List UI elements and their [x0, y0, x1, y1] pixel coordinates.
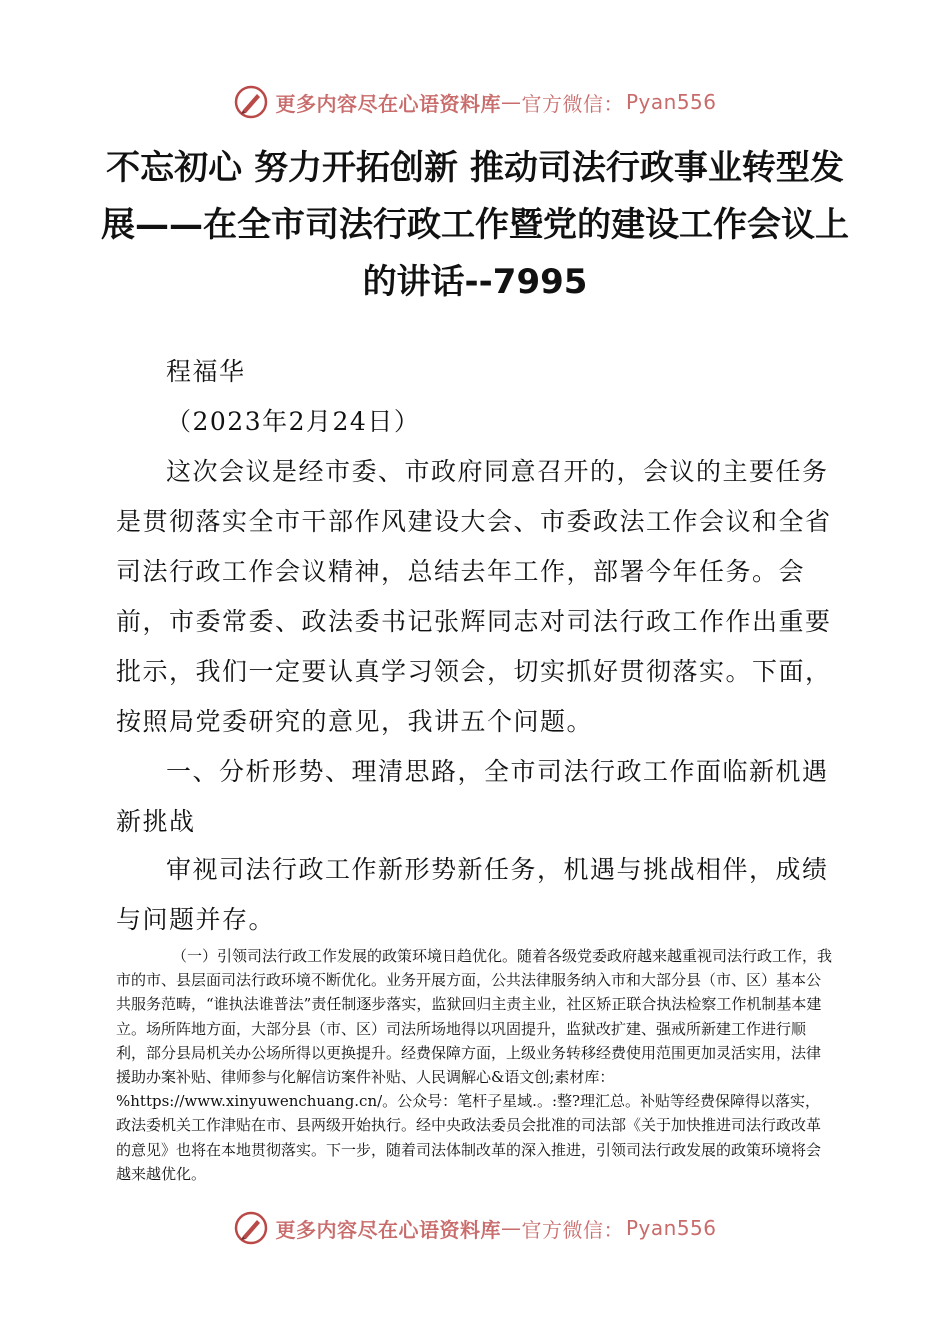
banner-wechat-label: 官方微信：	[521, 91, 624, 116]
banner-wechat-label: 官方微信：	[521, 1217, 624, 1242]
banner-wechat-id: Pyan556	[625, 1216, 717, 1240]
speech-date: （2023年2月24日）	[166, 407, 421, 436]
section-heading-1: 一、分析形势、理清思路，全市司法行政工作面临新机遇新挑战	[116, 757, 829, 836]
pen-logo-icon	[233, 84, 269, 120]
paragraph-overview: 审视司法行政工作新形势新任务，机遇与挑战相伴，成绩与问题并存。	[116, 855, 829, 934]
watermark-banner-bottom	[0, 1208, 950, 1248]
pen-logo-icon	[233, 1210, 269, 1246]
watermark-banner-top	[0, 82, 950, 122]
banner-site-text: 更多内容尽在心语资料库	[275, 91, 501, 116]
paragraph-policy-environment: （一）引领司法行政工作发展的政策环境日趋优化。随着各级党委政府越来越重视司法行政工作，我市的市、县层面司法行政环境不断优化。业务开展方面，公共法律服务纳入市和大部分县（市、区）基本公共服务范畴，“谁执法谁普法”责任制逐步落实，监狱回归主责主业，社区矫正联合执法检察工作机制基本建立。场所阵地方面，大部分县（市、区）司法所场地得以巩固提升，监狱改扩建、强戒所新建工作进行顺利，部分县局机关办公场所得以更换提升。经费保障方面，上级业务转移经费使用范围更加灵活实用，法律援助办案补贴、律师参与化解信访案件补贴、人民调解心&语文创;素材库：%https://www.xinyuwenchuang.cn/。公众号：笔杆子星域.。:整?理汇总。补贴等经费保障得以落实，政法委机关工作津贴在市、县两级开始执行。经中央政法委员会批准的司法部《关于加快推进司法行政改革的意见》也将在本地贯彻落实。下一步，随着司法体制改革的深入推进，引领司法行政发展的政策环境将会越来越优化。	[116, 947, 833, 1183]
document-title: 不忘初心 努力开拓创新 推动司法行政事业转型发展——在全市司法行政工作暨党的建设工作会议上的讲话--7995	[101, 148, 849, 302]
banner-wechat-id: Pyan556	[625, 90, 717, 114]
banner-dash: —	[500, 1216, 522, 1240]
banner-site-text: 更多内容尽在心语资料库	[275, 1217, 501, 1242]
author-name: 程福华	[166, 357, 246, 386]
banner-dash: —	[500, 90, 522, 114]
paragraph-intro: 这次会议是经市委、市政府同意召开的，会议的主要任务是贯彻落实全市干部作风建设大会、市委政法工作会议和全省司法行政工作会议精神，总结去年工作，部署今年任务。会前，市委常委、政法委书记张辉同志对司法行政工作作出重要批示，我们一定要认真学习领会，切实抓好贯彻落实。下面，按照局党委研究的意见，我讲五个问题。	[116, 457, 832, 736]
